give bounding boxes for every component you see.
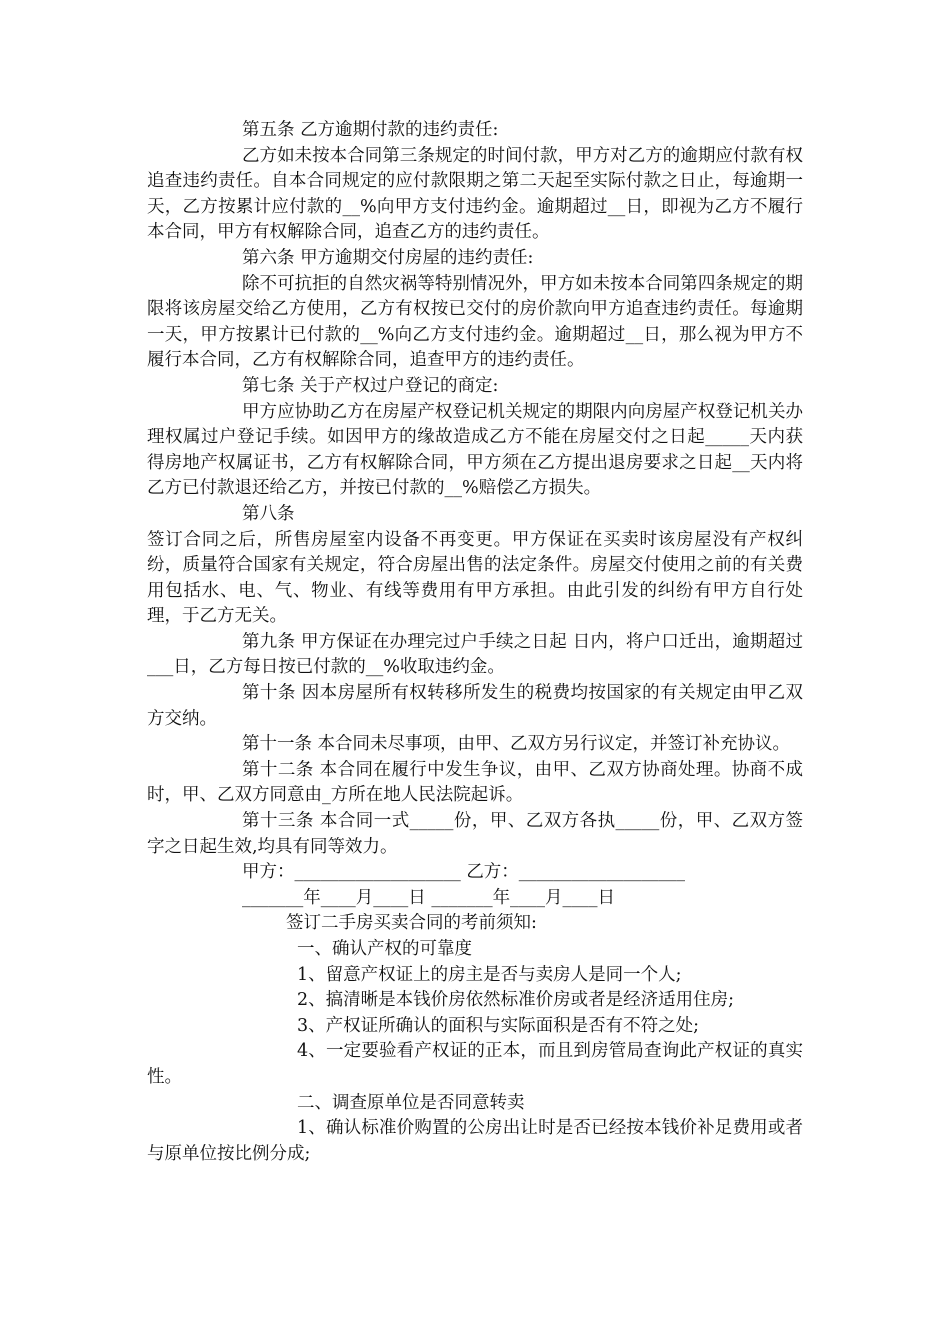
article-12: 第十二条 本合同在履行中发生争议，由甲、乙双方协商处理。协商不成时，甲、乙双方同意由_方所在地人民法院起诉。 (147, 759, 803, 806)
notes-item-1-1: 1、留意产权证上的房主是否与卖房人是同一个人; (297, 964, 682, 985)
article-8-heading: 第八条 (242, 503, 295, 524)
article-13: 第十三条 本合同一式_____份，甲、乙双方各执_____份，甲、乙双方签字之日起生效,均具有同等效力。 (147, 811, 803, 857)
article-9: 第九条 甲方保证在办理完过户手续之日起 日内，将户口迁出，逾期超过___日，乙方每日按已付款的__%收取违约金。 (147, 631, 803, 678)
notes-item-1-4: 4、一定要验看产权证的正本，而且到房管局查询此产权证的真实性。 (147, 1041, 803, 1087)
article-5-heading: 第五条 乙方逾期付款的违约责任: (242, 120, 499, 140)
notes-heading: 签订二手房买卖合同的考前须知: (286, 913, 537, 934)
article-6-heading: 第六条 甲方逾期交付房屋的违约责任: (242, 247, 534, 268)
notes-section-2-heading: 二、调查原单位是否同意转卖 (297, 1092, 525, 1113)
notes-item-1-3: 3、产权证所确认的面积与实际面积是否有不符之处; (297, 1015, 700, 1036)
notes-item-2-1: 1、确认标准价购置的公房出让时是否已经按本钱价补足费用或者与原单位按比例分成; (147, 1118, 803, 1164)
article-11: 第十一条 本合同未尽事项，由甲、乙双方另行议定，并签订补充协议。 (242, 734, 791, 755)
article-6-body: 除不可抗拒的自然灾祸等特别情况外，甲方如未按本合同第四条规定的期限将该房屋交给乙方使用，乙方有权按已交付的房价款向甲方追查违约责任。每逾期一天，甲方按累计已付款的__%向乙方支付违约金。逾期超过__日，那么视为甲方不履行本合同，乙方有权解除合同，追查甲方的违约责任。 (147, 273, 803, 371)
signature-line: 甲方：___________________ 乙方：___________________ (242, 862, 686, 883)
article-5-body: 乙方如未按本合同第三条规定的时间付款，甲方对乙方的逾期应付款有权追查违约责任。自本合同规定的应付款限期之第二天起至实际付款之日止，每逾期一天，乙方按累计应付款的__%向甲方支付违约金。逾期超过__日，即视为乙方不履行本合同，甲方有权解除合同，追查乙方的违约责任。 (147, 145, 803, 243)
article-7-heading: 第七条 关于产权过户登记的商定: (242, 375, 499, 396)
article-8-body: 签订合同之后，所售房屋室内设备不再变更。甲方保证在买卖时该房屋没有产权纠纷，质量符合国家有关规定，符合房屋出售的法定条件。房屋交付使用之前的有关费用包括水、电、气、物业、有线等费用有甲方承担。由此引发的纠纷有甲方自行处理，于乙方无关。 (147, 529, 803, 627)
date-line: _______年____月____日 _______年____月____日 (242, 887, 616, 908)
article-7-body: 甲方应协助乙方在房屋产权登记机关规定的期限内向房屋产权登记机关办理权属过户登记手续。如因甲方的缘故造成乙方不能在房屋交付之日起_____天内获得房地产权属证书，乙方有权解除合同，甲方须在乙方提出退房要求之日起__天内将乙方已付款退还给乙方，并按已付款的__%赔偿乙方损失。 (147, 401, 803, 499)
article-10: 第十条 因本房屋所有权转移所发生的税费均按国家的有关规定由甲乙双方交纳。 (147, 683, 803, 729)
document-body (147, 118, 803, 1167)
notes-section-1-heading: 一、确认产权的可靠度 (297, 939, 472, 959)
notes-item-1-2: 2、搞清晰是本钱价房依然标准价房或者是经济适用住房; (297, 990, 735, 1011)
